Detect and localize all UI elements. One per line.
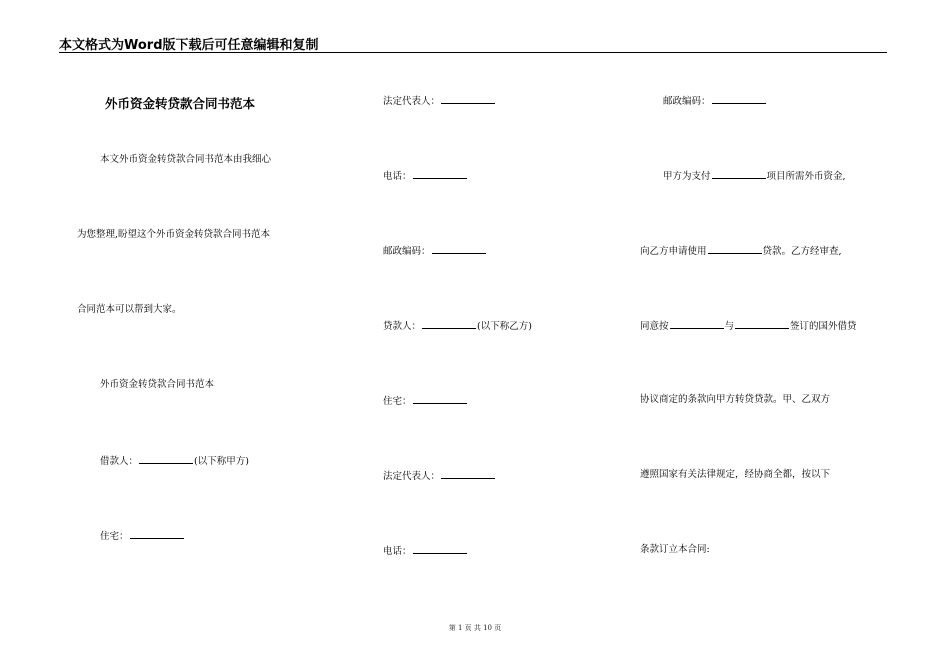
lender-line bbox=[383, 319, 532, 333]
borrower-label: 借款人： bbox=[100, 456, 139, 467]
postcode-blank bbox=[432, 244, 486, 254]
borrower-line bbox=[77, 454, 249, 468]
intro-line-2: 为您整理,盼望这个外币资金转贷款合同书范本 bbox=[77, 229, 271, 240]
clause-3-a: 同意按 bbox=[640, 321, 669, 332]
lender-address-label: 住宅： bbox=[383, 396, 412, 407]
legal-rep2-blank bbox=[441, 469, 495, 479]
page-footer: 第 1 页 共 10 页 bbox=[448, 624, 502, 632]
clause-line-5: 遵照国家有关法律规定，经协商全都，按以下 bbox=[640, 469, 831, 480]
borrower-blank bbox=[139, 454, 193, 464]
postcode2-label: 邮政编码： bbox=[663, 96, 711, 107]
clause-line-3 bbox=[640, 319, 857, 333]
borrower-address-line bbox=[77, 529, 185, 543]
loan-type-blank bbox=[708, 244, 762, 254]
legal-rep-label: 法定代表人： bbox=[383, 96, 441, 107]
borrower-suffix: (以下称甲方) bbox=[194, 456, 249, 467]
phone-blank bbox=[413, 169, 467, 179]
address-blank bbox=[130, 529, 184, 539]
phone-label: 电话： bbox=[383, 171, 412, 182]
address-label: 住宅： bbox=[100, 531, 129, 542]
phone-line bbox=[383, 169, 468, 183]
lender-address-line bbox=[383, 394, 468, 408]
document-title: 外币资金转贷款合同书范本 bbox=[105, 96, 256, 111]
column-2 bbox=[383, 0, 613, 672]
phone2-label: 电话： bbox=[383, 546, 412, 557]
postcode2-line bbox=[640, 94, 767, 108]
lender-label: 贷款人： bbox=[383, 321, 422, 332]
clause-2-b: 贷款。乙方经审查, bbox=[762, 246, 842, 257]
clause-line-6: 条款订立本合同: bbox=[640, 544, 710, 555]
clause-line-4: 协议商定的条款向甲方转贷贷款。甲、乙双方 bbox=[640, 394, 831, 405]
clause-1-b: 项目所需外币资金, bbox=[766, 171, 846, 182]
phone2-line bbox=[383, 544, 468, 558]
intro-line-3: 合同范本可以帮到大家。 bbox=[77, 304, 182, 315]
party-a-blank bbox=[670, 319, 724, 329]
legal-rep2-label: 法定代表人： bbox=[383, 471, 441, 482]
header-title: 本文格式为Word版下载后可任意编辑和复制 bbox=[59, 38, 319, 53]
column-1 bbox=[77, 0, 327, 672]
clause-1-a: 甲方为支付 bbox=[663, 171, 711, 182]
clause-2-a: 向乙方申请使用 bbox=[640, 246, 707, 257]
postcode2-blank bbox=[712, 94, 766, 104]
column-3 bbox=[640, 0, 880, 672]
legal-rep-blank bbox=[441, 94, 495, 104]
postcode-label: 邮政编码： bbox=[383, 246, 431, 257]
project-blank bbox=[712, 169, 766, 179]
lender-suffix: (以下称乙方) bbox=[477, 321, 532, 332]
clause-3-b: 与 bbox=[724, 321, 735, 332]
lender-address-blank bbox=[413, 394, 467, 404]
clause-line-2 bbox=[640, 244, 842, 258]
legal-rep2-line bbox=[383, 469, 496, 483]
lender-blank bbox=[422, 319, 476, 329]
clause-3-c: 签订的国外借贷 bbox=[790, 321, 857, 332]
postcode-line bbox=[383, 244, 487, 258]
party-b-blank bbox=[735, 319, 789, 329]
section-subtitle: 外币资金转贷款合同书范本 bbox=[100, 379, 215, 390]
intro-line-1: 本文外币资金转贷款合同书范本由我细心 bbox=[100, 154, 272, 165]
phone2-blank bbox=[413, 544, 467, 554]
legal-rep-line bbox=[383, 94, 496, 108]
clause-line-1 bbox=[640, 169, 846, 183]
